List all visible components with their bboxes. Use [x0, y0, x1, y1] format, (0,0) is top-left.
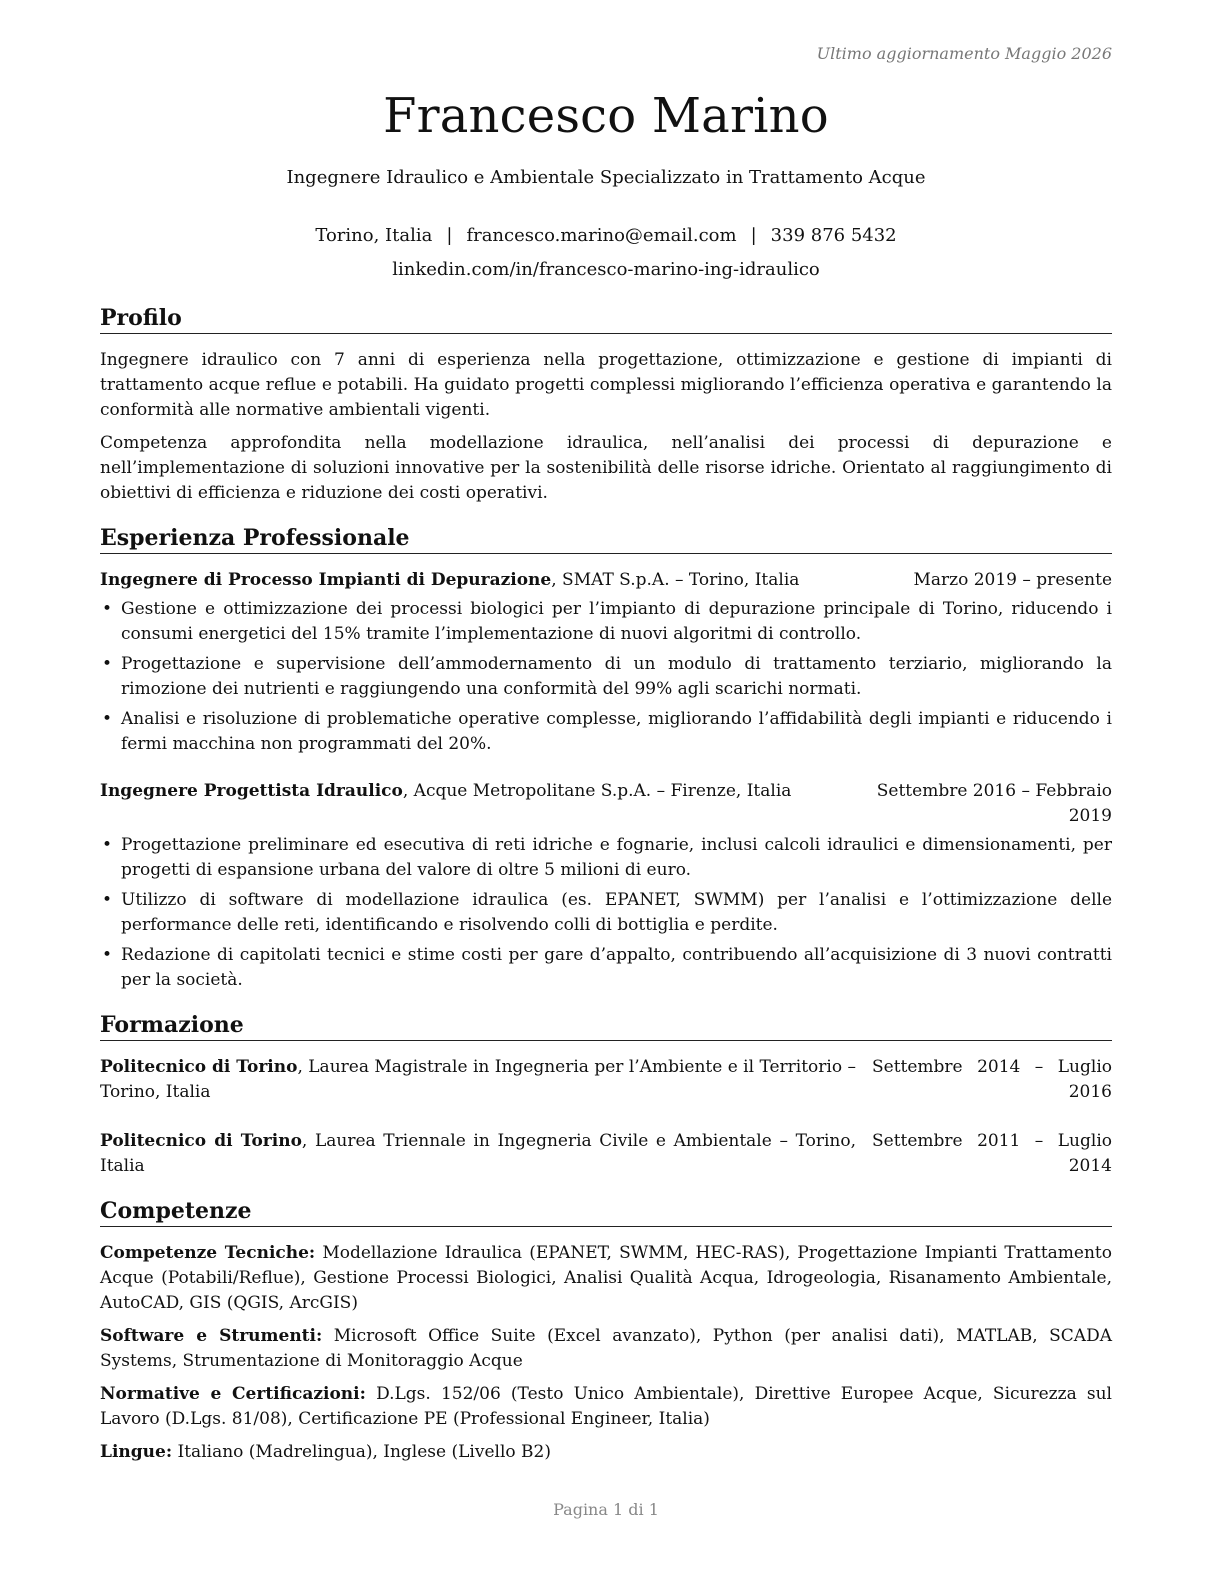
- job-title-line: [100, 779, 856, 829]
- job-bullet: • Redazione di capitolati tecnici e stime costi per gare d’appalto, contribuendo all’acquisizione di 3 nuovi contratti per la società.: [102, 945, 1112, 990]
- job-bullets: [100, 833, 1112, 993]
- education-detail: , Laurea Magistrale in Ingegneria per l’Ambiente e il Territorio – Torino, Italia: [100, 1057, 856, 1102]
- contact-linkedin[interactable]: linkedin.com/in/francesco-marino-ing-idraulico: [392, 259, 820, 280]
- skill-group-label: Normative e Certificazioni:: [100, 1384, 366, 1404]
- section-title-skills: Competenze: [100, 1197, 1112, 1227]
- section-title-experience: Esperienza Professionale: [100, 524, 1112, 554]
- contact-line: [100, 219, 1112, 253]
- profile-paragraph: Ingegnere idraulico con 7 anni di esperienza nella progettazione, ottimizzazione e gestione di impianti di trattamento acque reflue e potabili. Ha guidato progetti complessi migliorando l’efficienza operativa e garantendo la conformità alle normative ambientali vigenti.: [100, 350, 1112, 420]
- contact-location: Torino, Italia: [315, 225, 433, 246]
- job-role: Ingegnere di Processo Impianti di Depurazione: [100, 570, 552, 590]
- education-header: [100, 1129, 1112, 1179]
- job-entry: [100, 568, 1112, 757]
- bullet-icon: •: [102, 709, 113, 729]
- resume-content: [100, 304, 1112, 1465]
- contact-phone: 339 876 5432: [770, 225, 897, 246]
- education-degree-line: [100, 1129, 856, 1179]
- job-title-line: [100, 568, 897, 593]
- candidate-headline: Ingegnere Idraulico e Ambientale Specializzato in Trattamento Acque: [286, 167, 926, 188]
- skill-group-label: Competenze Tecniche:: [100, 1243, 316, 1263]
- last-updated-note: Ultimo aggiornamento Maggio 2026: [816, 44, 1112, 63]
- job-bullet: • Analisi e risoluzione di problematiche operative complesse, migliorando l’affidabilità degli impianti e riducendo i fermi macchina non programmati del 20%.: [102, 709, 1112, 754]
- contact-block: [100, 219, 1112, 287]
- bullet-icon: •: [102, 599, 113, 619]
- bullet-icon: •: [102, 835, 113, 855]
- education-school: Politecnico di Torino: [100, 1131, 302, 1151]
- skill-group: [100, 1241, 1112, 1316]
- contact-separator: |: [750, 225, 757, 246]
- job-bullets: [100, 597, 1112, 757]
- skill-group: [100, 1324, 1112, 1374]
- contact-separator: |: [446, 225, 453, 246]
- skill-group-text: D.Lgs. 152/06 (Testo Unico Ambientale), Direttive Europee Acque, Sicurezza sul Lavoro (D.Lgs. 81/08), Certificazione PE (Professional Engineer, Italia): [100, 1384, 1112, 1429]
- education-degree-line: [100, 1055, 856, 1105]
- profile-paragraph: Competenza approfondita nella modellazione idraulica, nell’analisi dei processi di depurazione e nell’implementazione di soluzioni innovative per la sostenibilità delle risorse idriche. Orientato al raggiungimento di obiettivi di efficienza e riduzione dei costi operativi.: [100, 433, 1112, 503]
- contact-email[interactable]: francesco.marino@email.com: [466, 225, 737, 246]
- job-role: Ingegnere Progettista Idraulico: [100, 781, 403, 801]
- job-bullet: • Progettazione preliminare ed esecutiva di reti idriche e fognarie, inclusi calcoli idraulici e dimensionamenti, per progetti di espansione urbana del valore di oltre 5 milioni di euro.: [102, 835, 1112, 880]
- section-title-education: Formazione: [100, 1011, 1112, 1041]
- job-header: [100, 779, 1112, 829]
- education-entry: [100, 1055, 1112, 1105]
- bullet-icon: •: [102, 654, 113, 674]
- job-entry: [100, 779, 1112, 993]
- skill-group-text: Italiano (Madrelingua), Inglese (Livello B2): [172, 1442, 551, 1462]
- skill-group-label: Software e Strumenti:: [100, 1326, 323, 1346]
- education-dates: Settembre 2011 – Luglio 2014: [872, 1131, 1112, 1176]
- candidate-name: Francesco Marino: [383, 88, 829, 144]
- bullet-icon: •: [102, 945, 113, 965]
- section-profile: [100, 304, 1112, 506]
- skill-group-label: Lingue:: [100, 1442, 173, 1462]
- section-education: [100, 1011, 1112, 1179]
- job-bullet: • Gestione e ottimizzazione dei processi biologici per l’impianto di depurazione principale di Torino, riducendo i consumi energetici del 15% tramite l’implementazione di nuovi algoritmi di controllo.: [102, 599, 1112, 644]
- section-skills: [100, 1197, 1112, 1465]
- education-header: [100, 1055, 1112, 1105]
- skill-group-text: Modellazione Idraulica (EPANET, SWMM, HEC-RAS), Progettazione Impianti Trattamento Acque (Potabili/Reflue), Gestione Processi Biologici, Analisi Qualità Acqua, Idrogeologia, Risanamento Ambientale, AutoCAD, GIS (QGIS, ArcGIS): [100, 1243, 1112, 1313]
- education-school: Politecnico di Torino: [100, 1057, 298, 1077]
- job-dates: Marzo 2019 – presente: [913, 570, 1112, 590]
- job-company: , Acque Metropolitane S.p.A. – Firenze, Italia: [402, 781, 792, 801]
- job-company: , SMAT S.p.A. – Torino, Italia: [551, 570, 800, 590]
- page-number: Pagina 1 di 1: [553, 1500, 659, 1519]
- section-experience: [100, 524, 1112, 993]
- skill-group: [100, 1440, 1112, 1465]
- education-entry: [100, 1129, 1112, 1179]
- skill-group-text: Microsoft Office Suite (Excel avanzato), Python (per analisi dati), MATLAB, SCADA Systems, Strumentazione di Monitoraggio Acque: [100, 1326, 1112, 1371]
- job-dates: Settembre 2016 – Febbraio 2019: [876, 781, 1112, 826]
- bullet-icon: •: [102, 890, 113, 910]
- education-detail: , Laurea Triennale in Ingegneria Civile e Ambientale – Torino, Italia: [100, 1131, 856, 1176]
- skill-group: [100, 1382, 1112, 1432]
- section-title-profile: Profilo: [100, 304, 1112, 334]
- job-bullet: • Utilizzo di software di modellazione idraulica (es. EPANET, SWMM) per l’analisi e l’ottimizzazione delle performance delle reti, identificando e risolvendo colli di bottiglia e perdite.: [102, 890, 1112, 935]
- job-header: [100, 568, 1112, 593]
- education-dates: Settembre 2014 – Luglio 2016: [872, 1057, 1112, 1102]
- job-bullet: • Progettazione e supervisione dell’ammodernamento di un modulo di trattamento terziario, migliorando la rimozione dei nutrienti e raggiungendo una conformità del 99% agli scarichi normati.: [102, 654, 1112, 699]
